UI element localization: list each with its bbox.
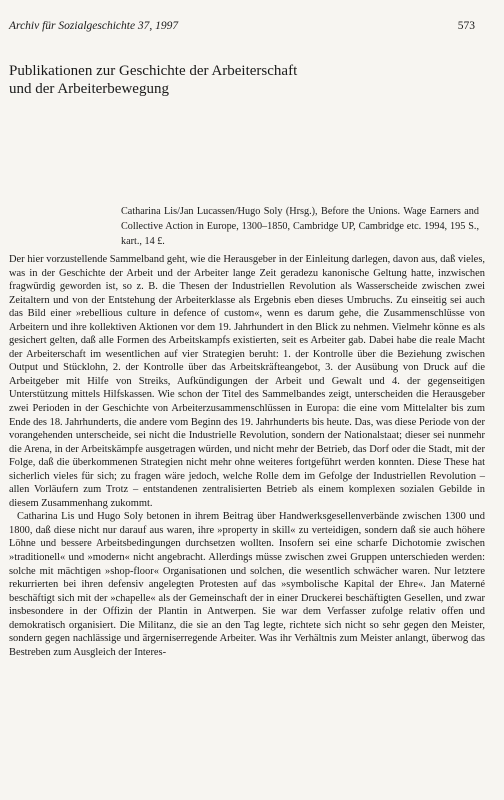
- body-paragraph-2: Catharina Lis und Hugo Soly betonen in ihrem Beitrag über Handwerksgesellenverbände zwischen 1300 und 1800, daß diese nicht nur darauf aus waren, ihre »property in skill« zu verteidigen, sondern daß sie auch höhere Löhne und bessere Arbeitsbedingungen durchsetzen wollten. Insofern sei eine scharfe Dichotomie zwischen »traditionell« und »modern« nicht angebracht. Allerdings müsse zwischen zwei Gruppen unterschieden werden: solche mit mächtigen »shop-floor« Organisationen und solchen, die wesentlich schwächer waren. Nur letztere rekurrierten bei ihren defensiv angelegten Protesten auf das »symbolische Kapital der Ehre«. Jan Materné beschäftigt sich mit der »chapelle« als der Gemeinschaft der in einer Druckerei beschäftigten Gesellen, und zwar insbesondere in der Offizin der Plantin in Antwerpen. Sie war dem Verfasser zufolge relativ offen und demokratisch organisiert. Die Militanz, die sie an den Tag legte, richtete sich nicht so sehr gegen den Meister, sondern gegen nachlässige und ärgerniserregende Arbeiter. Was ihr Verhältnis zum Meister anlangt, überwog das Bestreben zum Ausgleich der Interes-: [9, 511, 485, 658]
- book-citation: Catharina Lis/Jan Lucassen/Hugo Soly (Hrsg.), Before the Unions. Wage Earners and Collective Action in Europe, 1300–1850, Cambridge UP, Cambridge etc. 1994, 195 S., kart., 14 £.: [121, 206, 479, 248]
- review-body: [9, 253, 485, 659]
- running-head: [9, 20, 475, 32]
- section-title-line-2: und der Arbeiterbewegung: [9, 81, 169, 97]
- journal-reference: Archiv für Sozialgeschichte 37, 1997: [9, 20, 179, 32]
- body-paragraph-1: Der hier vorzustellende Sammelband geht, wie die Herausgeber in der Einleitung darlegen, davon aus, daß vieles, was in der Geschichte der Arbeit und der Arbeiter lange Zeit geradezu kanonische Geltung hatte, inzwischen fragwürdig geworden ist, so z. B. die Thesen der Industriellen Revolution als Wasserscheide zwischen zwei Zeitaltern und von der Entstehung der Arbeiterklasse als Ergebnis eben dieses Umbruchs. Zu einseitig sei auch das Bild einer »rebellious culture in defence of custom«, wenn es darum gehe, die Zusammenschlüsse von Arbeitern und ihre kollektiven Aktionen vor dem 19. Jahrhundert in den Blick zu nehmen. Vielmehr könne es als gesichert gelten, daß alle Formen des Arbeitskampfs existierten, seit es Arbeiter gab. Dabei habe die reale Macht der Arbeiterschaft im wesentlichen auf vier Strategien beruht: 1. der Kontrolle über die Beziehung zwischen Output und Stücklohn, 2. der Kontrolle über das Arbeitskräfteangebot, 3. der Ausübung von Druck auf die Arbeitgeber mit Hilfe von Streiks, Aufkündigungen der Arbeit und Gewalt und 4. der gegenseitigen Unterstützung mittels Hilfskassen. Wie schon der Titel des Sammelbandes zeigt, unterscheiden die Herausgeber zwei Perioden in der Geschichte von Arbeiterzusammenschlüssen in Europa: die eine vom Mittelalter bis zum Ende des 18. Jahrhunderts, die andere vom Beginn des 19. Jahrhunderts bis heute. Das, was diese Periode von der vorangehenden unterscheide, sei nicht die Industrielle Revolution, sondern der Nationalstaat; dieser sei nunmehr die Arena, in der Arbeitskämpfe ausgetragen würden, und nicht mehr der Betrieb, das Dorf oder die Stadt, mit der Folge, daß die überkommenen Strategien nicht mehr ohne weiteres fortgeführt werden konnten. Diese These hat sicherlich vieles für sich; zu fragen wäre jedoch, welche Rolle dem im Gefolge der Industriellen Revolution – allen Vorläufern zum Trotz – entstandenen zentralisierten Betrieb als einem komplexen sozialen Gebilde in diesem Zusammenhang zukommt.: [9, 254, 485, 509]
- section-title-line-1: Publikationen zur Geschichte der Arbeiterschaft: [9, 63, 298, 79]
- section-title: [9, 62, 469, 98]
- page-number: 573: [457, 20, 475, 32]
